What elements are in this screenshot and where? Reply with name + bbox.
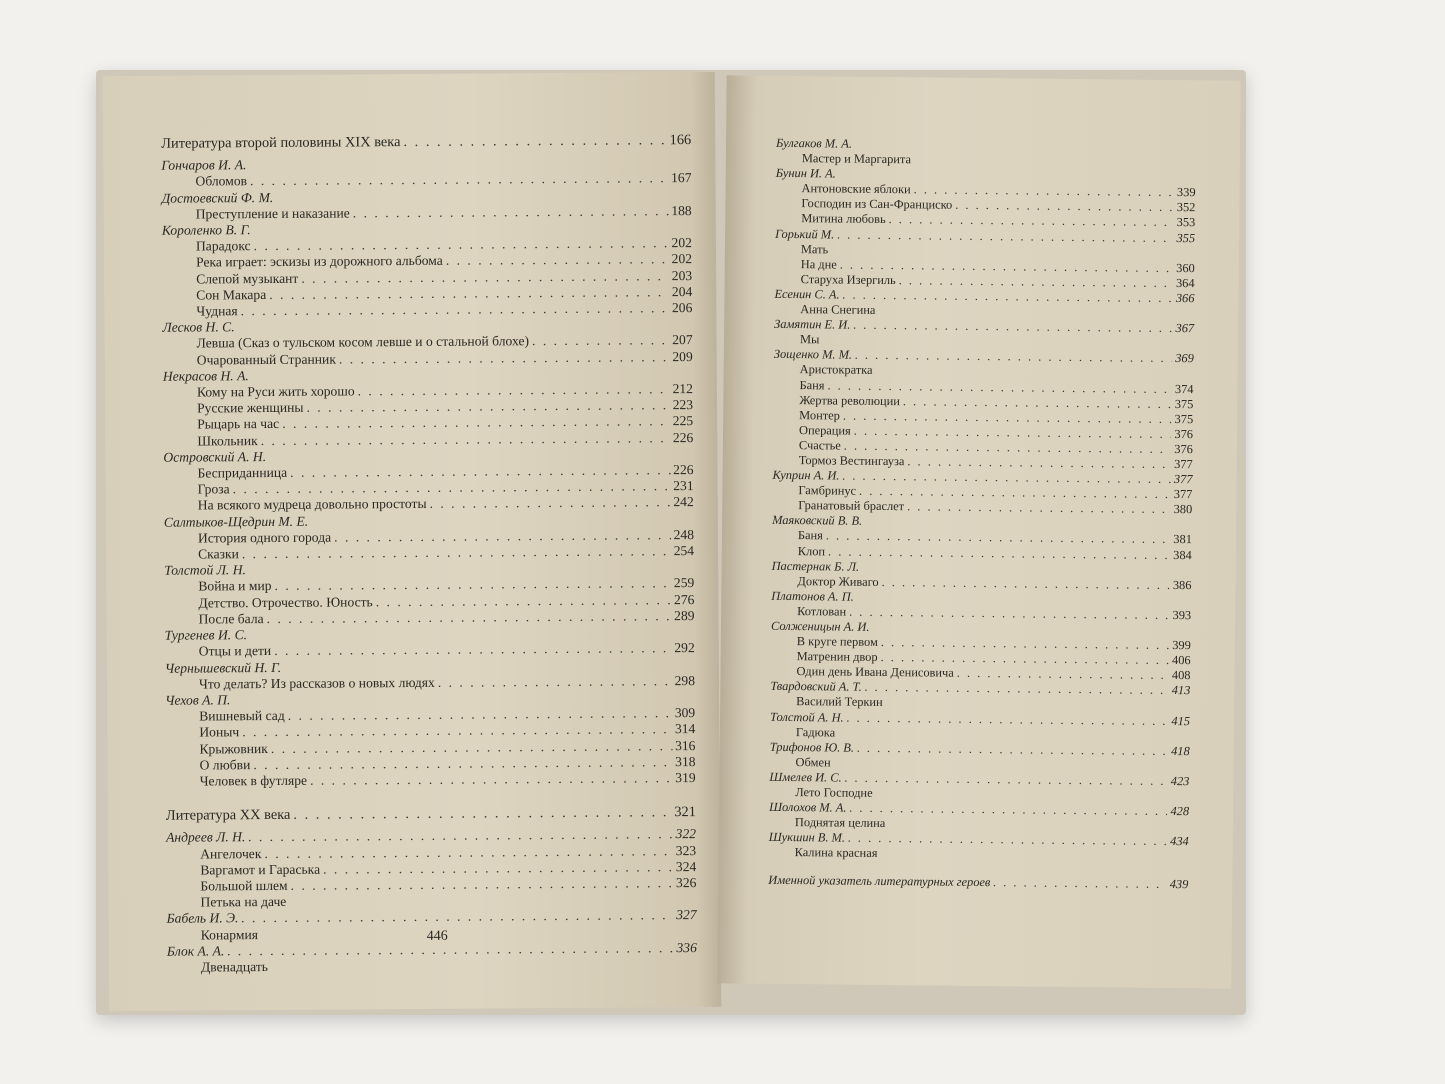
work-entry-title: Баня [797, 528, 823, 543]
work-entry-title: Операция [798, 422, 851, 438]
leader-dots [250, 171, 668, 190]
leader-dots [882, 575, 1170, 593]
work-entry-page: 381 [1173, 532, 1193, 547]
work-entry-title: Детство. Отрочество. Юность [198, 593, 373, 611]
author-entry-title: Толстой Л. Н. [164, 562, 246, 579]
work-entry-title: Старуха Изергиль [800, 271, 896, 287]
work-entry-title: Сон Макара [196, 286, 267, 303]
work-entry-title: Отцы и дети [198, 643, 272, 659]
work-entry-page: 212 [672, 381, 693, 397]
author-entry-title: Шмелев И. С. [769, 769, 842, 785]
author-entry-title: Некрасов Н. А. [162, 367, 249, 384]
work-entry-title: Крыжовник [199, 740, 268, 757]
author-entry-title: Замятин Е. И. [774, 316, 851, 332]
leader-dots [907, 499, 1171, 517]
author-entry-title: Чехов А. П. [165, 692, 231, 708]
work-entry-title: Мы [799, 332, 820, 347]
work-entry-title: Петька на даче [200, 894, 287, 910]
leader-dots [339, 349, 670, 368]
work-entry-title: Гранатовый браслет [798, 498, 905, 514]
work-entry-page: 204 [671, 283, 693, 300]
leader-dots [446, 252, 669, 270]
author-entry-title: Блок А. А. [166, 943, 225, 959]
work-entry-page: 309 [674, 705, 696, 721]
work-entry-page: 374 [1174, 381, 1194, 396]
index-entry-title: Именной указатель литературных героев [768, 872, 991, 889]
author-entry-title: Бабель И. Э. [166, 910, 239, 927]
work-entry-page: 377 [1174, 457, 1193, 472]
work-entry-page: 231 [673, 478, 694, 494]
index-entry-page: 439 [1169, 876, 1189, 891]
work-entry-page: 380 [1173, 502, 1193, 517]
work-entry-page: 339 [1176, 185, 1196, 200]
work-entry-title: Русские женщины [197, 400, 304, 416]
author-entry-title: Андреев Л. Н. [166, 829, 246, 846]
work-entry-page: 289 [674, 607, 695, 624]
author-entry-title: Гончаров И. А. [161, 157, 247, 173]
work-entry-title: Гроза [197, 481, 230, 497]
section-heading [161, 132, 691, 152]
work-entry-page: 399 [1172, 638, 1191, 653]
work-entry-title: Клоп [797, 543, 826, 558]
work-entry-title: Господин из Сан-Франциско [801, 196, 953, 213]
author-entry-title: Короленко В. Г. [161, 222, 251, 238]
leader-dots [274, 640, 671, 659]
work-entry-page: 375 [1174, 396, 1194, 411]
work-entry-page: 203 [671, 267, 693, 283]
leader-dots [267, 608, 672, 627]
work-entry-title: Ангелочек [200, 845, 262, 862]
work-entry-title: Парадокс [195, 238, 251, 254]
work-entry-page: 226 [673, 462, 694, 478]
work-entry-title: Поднятая целина [794, 815, 886, 831]
work-entry-page: 375 [1174, 411, 1194, 426]
work-entry-title: Большой шлем [200, 877, 288, 894]
work-entry-title: Жертва революции [799, 392, 900, 408]
work-entry-title: Человек в футляре [199, 772, 308, 789]
author-entry-page: 355 [1176, 230, 1196, 245]
author-entry-title: Чернышевский Н. Г. [164, 659, 282, 676]
author-entry-page: 366 [1175, 290, 1195, 306]
author-entry-title: Твардовский А. Т. [770, 679, 862, 695]
work-entry-page: 326 [675, 874, 697, 891]
work-entry-title: Гадюка [795, 724, 836, 740]
left-table-of-contents [161, 132, 697, 976]
work-entry-page: 225 [672, 413, 694, 429]
work-entry-page: 276 [673, 591, 695, 607]
work-entry-title: Счастье [798, 437, 841, 453]
work-entry-title: На всякого мудреца довольно простоты [197, 496, 427, 513]
work-entry-title: Конармия [200, 926, 259, 943]
right-page [717, 75, 1240, 988]
work-entry-title: После бала [198, 610, 264, 627]
leader-dots [865, 680, 1169, 698]
work-entry-title: Матренин двор [796, 649, 878, 665]
leader-dots [242, 543, 671, 562]
author-entry-title: Пастернак Б. Л. [771, 558, 860, 574]
author-entry-page: 428 [1170, 804, 1190, 819]
author-entry-page: 322 [675, 826, 697, 842]
work-entry-page: 364 [1175, 275, 1195, 291]
left-page [103, 72, 722, 1011]
work-entry-page: 318 [675, 753, 696, 769]
leader-dots [430, 495, 671, 513]
author-entry-title: Тургенев И. С. [164, 627, 248, 643]
work-entry-title: Доктор Живаго [797, 573, 879, 589]
leader-dots [293, 804, 671, 823]
author-entry-title: Достоевский Ф. М. [161, 189, 274, 206]
work-entry-page: 324 [675, 858, 697, 874]
author-entry-title: Шукшин В. М. [768, 830, 846, 845]
work-entry-title: Василий Теркин [796, 694, 883, 710]
section-heading-title: Литература XX века [165, 806, 291, 824]
work-entry-title: Очарованный Странник [196, 351, 336, 368]
work-entry-title: Кому на Руси жить хорошо [196, 383, 355, 400]
work-entry-page: 298 [674, 672, 696, 688]
leader-dots [227, 940, 673, 959]
work-entry-title: Война и мир [198, 578, 272, 594]
right-table-of-contents [768, 136, 1196, 892]
work-entry-title: Мастер и Маргарита [801, 151, 912, 167]
work-entry-title: Гамбринус [798, 483, 857, 498]
work-entry-title: Слепой музыкант [196, 270, 299, 287]
work-entry-page: 202 [671, 251, 693, 267]
work-entry-title: На дне [800, 256, 837, 272]
work-entry-title: Анна Снегина [800, 302, 876, 317]
leader-dots [438, 673, 672, 691]
section-heading-title: Литература второй половины XIX века [161, 134, 401, 152]
work-entry-page: 242 [673, 494, 694, 510]
author-entry-page: 434 [1170, 834, 1189, 849]
work-entry-title: Рыцарь на час [197, 416, 280, 432]
work-entry-title: Аристократка [799, 362, 873, 378]
section-heading-page: 166 [669, 132, 692, 149]
work-entry-page: 393 [1172, 607, 1192, 623]
author-entry-title: Горький М. [775, 226, 835, 242]
work-entry-page: 254 [673, 543, 695, 559]
work-entry-title: История одного города [197, 529, 332, 546]
work-entry-page: 226 [672, 429, 694, 445]
page-number: 446 [426, 928, 448, 944]
author-entry-page: 413 [1171, 683, 1191, 698]
work-entry-page: 259 [673, 575, 695, 591]
author-entry-title: Трифонов Ю. В. [769, 739, 855, 755]
index-entry [768, 872, 1188, 891]
work-entry-title: Мать [800, 241, 829, 257]
work-entry-page: 376 [1174, 441, 1193, 457]
author-entry-title: Салтыков-Щедрин М. Е. [163, 513, 309, 530]
author-entry-page: 377 [1173, 472, 1193, 487]
leader-dots [914, 183, 1174, 201]
work-entry-title: Калина красная [794, 845, 878, 861]
leader-dots [532, 333, 669, 350]
work-entry-page: 352 [1176, 200, 1196, 215]
work-entry-page: 323 [675, 842, 697, 858]
author-entry-title: Бунин И. А. [775, 166, 836, 181]
work-entry-page: 406 [1172, 653, 1191, 668]
work-entry-page: 202 [671, 235, 692, 251]
work-entry-title: Обломов [195, 173, 248, 189]
leader-dots [993, 875, 1167, 892]
work-entry-page: 353 [1176, 215, 1196, 230]
author-entry-title: Лесков Н. С. [162, 319, 235, 335]
work-entry-title: Река играет: эскизы из дорожного альбома [195, 253, 443, 270]
work-entry-title: Вишневый сад [199, 708, 285, 724]
work-entry-page: 376 [1174, 426, 1194, 442]
work-entry-title: Монтер [799, 407, 840, 423]
work-entry-page: 314 [674, 721, 696, 737]
work-entry-title: Ионыч [199, 724, 240, 740]
work-entry-title: Бесприданница [197, 464, 288, 481]
work-entry-title: Один день Ивана Денисовича [796, 664, 954, 681]
section-heading-page: 321 [674, 804, 696, 821]
work-entry-title: Варгамот и Гараська [200, 861, 321, 878]
work-entry-title: Антоновские яблоки [801, 181, 911, 197]
work-entry-page: 209 [672, 348, 693, 364]
work-entry-title: В круге первом [796, 634, 878, 650]
work-entry [167, 956, 697, 976]
author-entry-title: Зощенко М. М. [773, 347, 853, 362]
work-entry-page: 223 [672, 397, 694, 413]
work-entry-page: 360 [1176, 260, 1195, 275]
work-entry-title: Школьник [197, 432, 258, 449]
work-entry-title: Левша (Сказ о тульском косом левше и о стальной блохе) [196, 333, 530, 351]
work-entry-page: 384 [1173, 547, 1192, 562]
work-entry-page: 188 [671, 202, 692, 218]
work-entry-title: Сказки [198, 546, 239, 562]
work-entry-page: 316 [674, 737, 696, 753]
work-entry-title: Митина любовь [801, 211, 886, 227]
author-entry-title: Маяковский В. В. [772, 513, 863, 529]
work-entry-title: О любви [199, 756, 251, 773]
work-entry-page: 386 [1172, 577, 1192, 592]
author-entry-page: 423 [1170, 773, 1190, 789]
author-entry-title: Солженицын А. И. [770, 618, 870, 634]
leader-dots [241, 908, 673, 927]
section-heading [166, 804, 696, 824]
author-entry-title: Булгаков М. А. [775, 135, 853, 151]
work-entry-page: 319 [675, 769, 696, 786]
author-entry-page: 418 [1171, 743, 1190, 758]
work-entry-page: 207 [672, 332, 693, 348]
work-entry-page: 408 [1171, 668, 1191, 683]
work-entry-page: 167 [671, 170, 692, 186]
author-entry-page: 415 [1171, 713, 1191, 728]
leader-dots [291, 875, 673, 894]
work-entry [166, 770, 696, 790]
author-entry-page: 369 [1175, 351, 1194, 366]
leader-dots [353, 203, 669, 221]
work-entry-title: Баня [799, 377, 825, 392]
work-entry-title: Преступление и наказание [195, 205, 350, 222]
author-entry-title: Шолохов М. А. [769, 799, 847, 815]
author-entry-title: Есенин С. А. [774, 286, 840, 302]
work-entry-title: Котлован [797, 604, 847, 619]
author-entry-title: Платонов А. П. [771, 588, 854, 604]
author-entry-page: 336 [676, 939, 697, 955]
work-entry-page: 248 [673, 526, 695, 543]
work-entry-title: Что делать? Из рассказов о новых людях [198, 674, 435, 692]
work-entry-title: Обмен [795, 754, 831, 770]
leader-dots [241, 300, 669, 319]
work-entry-page: 292 [674, 640, 695, 656]
author-entry-page: 367 [1175, 321, 1195, 336]
work-entry-page: 377 [1173, 487, 1193, 502]
author-entry-page: 327 [676, 907, 697, 923]
leader-dots [261, 430, 670, 449]
work-entry-title: Двенадцать [200, 958, 268, 975]
author-entry-title: Островский А. Н. [163, 448, 267, 465]
work-entry-title: Чудная [196, 303, 238, 319]
work-entry-title: Лето Господне [795, 785, 873, 800]
author-entry-title: Толстой А. Н. [769, 709, 844, 725]
work-entry-page: 206 [671, 300, 693, 316]
leader-dots [403, 132, 666, 150]
work-entry-title: Тормоз Вестингауза [798, 453, 905, 469]
author-entry-title: Куприн А. И. [772, 467, 840, 483]
leader-dots [310, 770, 672, 789]
